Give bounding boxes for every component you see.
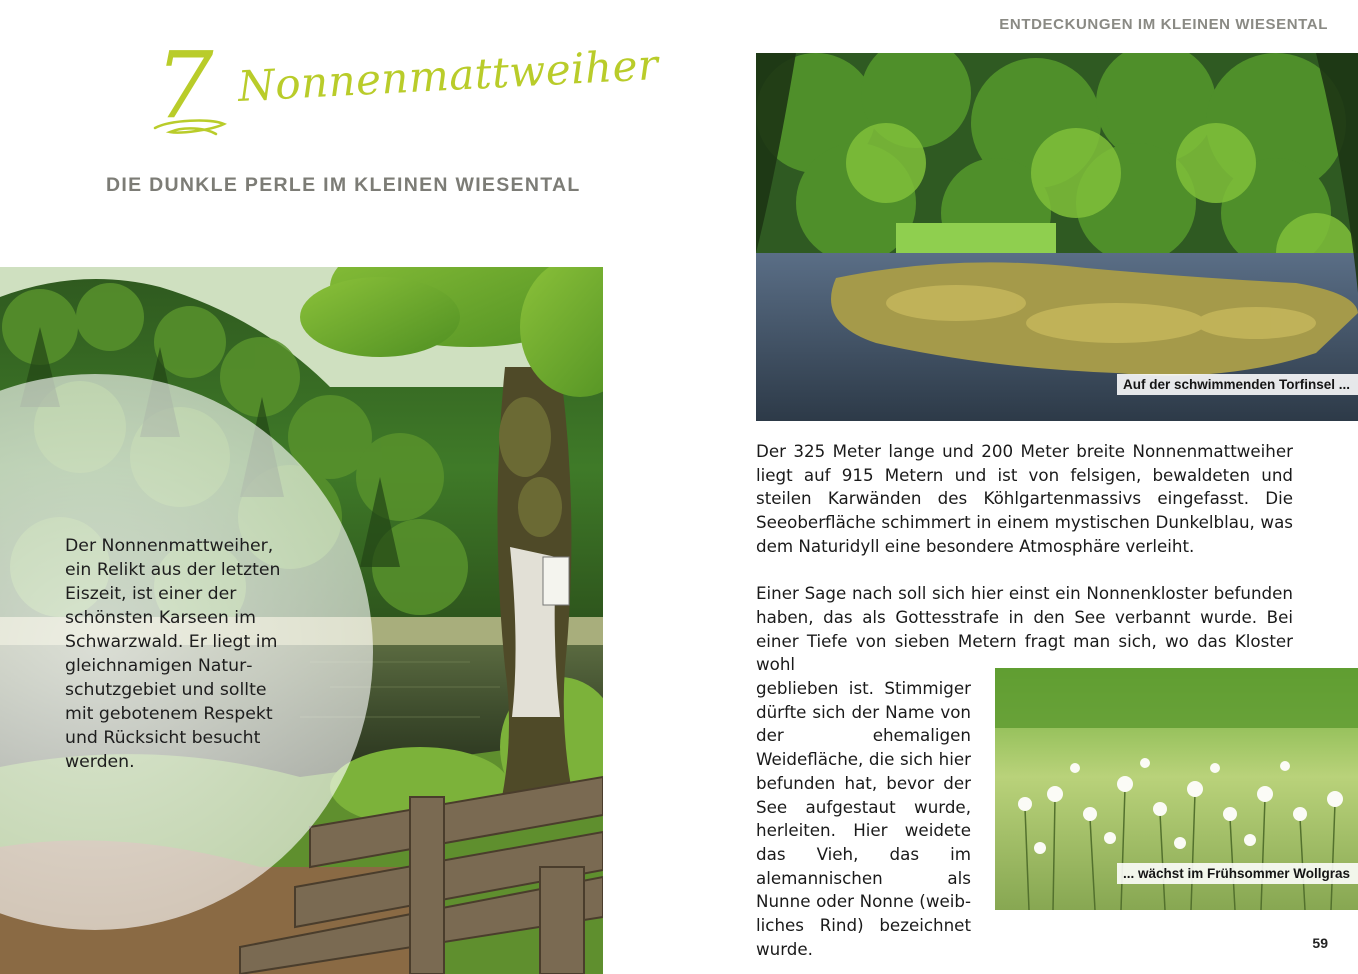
body-paragraph-2-column: geblieben ist. Stimmiger dürfte sich der Name von der ehemaligen Weidefläche, die sich hier befunden hat, bevor der See aufgestaut wurde, herleiten. Hier weidete das Vieh, das im alemannischen als Nunne oder Nonne (weibliches Rind) bezeichnet wurde.: [756, 678, 971, 959]
chapter-number: 7: [155, 32, 214, 139]
chapter-swirl-decoration: [150, 112, 230, 142]
intro-text: Der Nonnenmattweiher, ein Relikt aus der letzten Eiszeit, ist einer der schönsten Karseen im Schwarzwald. Er liegt im gleichnamigen Naturschutzgebiet und sollte mit gebotenem Respekt und Rücksicht besucht werden.: [65, 536, 281, 772]
body-paragraph-1: Der 325 Meter lange und 200 Meter breite Nonnenmattweiher liegt auf 915 Metern und ist von felsigen, bewaldeten und steilen Karwänden des Köhlgartenmassivs eingefasst. Die Seeoberfläche schimmert in einem mystischen Dunkelblau, was dem Naturidyll eine besondere Atmosphäre verleiht.: [756, 441, 1293, 556]
body-paragraph-2-full: Einer Sage nach soll sich hier einst ein Nonnenkloster befunden haben, das als Gottesstrafe in den See verbannt wurde. Bei einer Tiefe von sieben Metern fragt man sich, wo das Kloster wohl: [756, 583, 1293, 675]
photo-floating-peat-island: [756, 53, 1358, 421]
page-number: 59: [1312, 935, 1328, 951]
bottom-photo-caption: ... wächst im Frühsommer Wollgras: [1117, 863, 1358, 884]
peat-island-illustration: [756, 53, 1358, 421]
chapter-subtitle: DIE DUNKLE PERLE IM KLEINEN WIESENTAL: [106, 174, 581, 196]
top-photo-caption: Auf der schwimmenden Torfinsel ...: [1117, 374, 1358, 395]
running-head: ENTDECKUNGEN IM KLEINEN WIESENTAL: [999, 16, 1328, 33]
photo-cotton-grass: [995, 668, 1358, 910]
chapter-title: Nonnenmattweiher: [236, 40, 660, 111]
